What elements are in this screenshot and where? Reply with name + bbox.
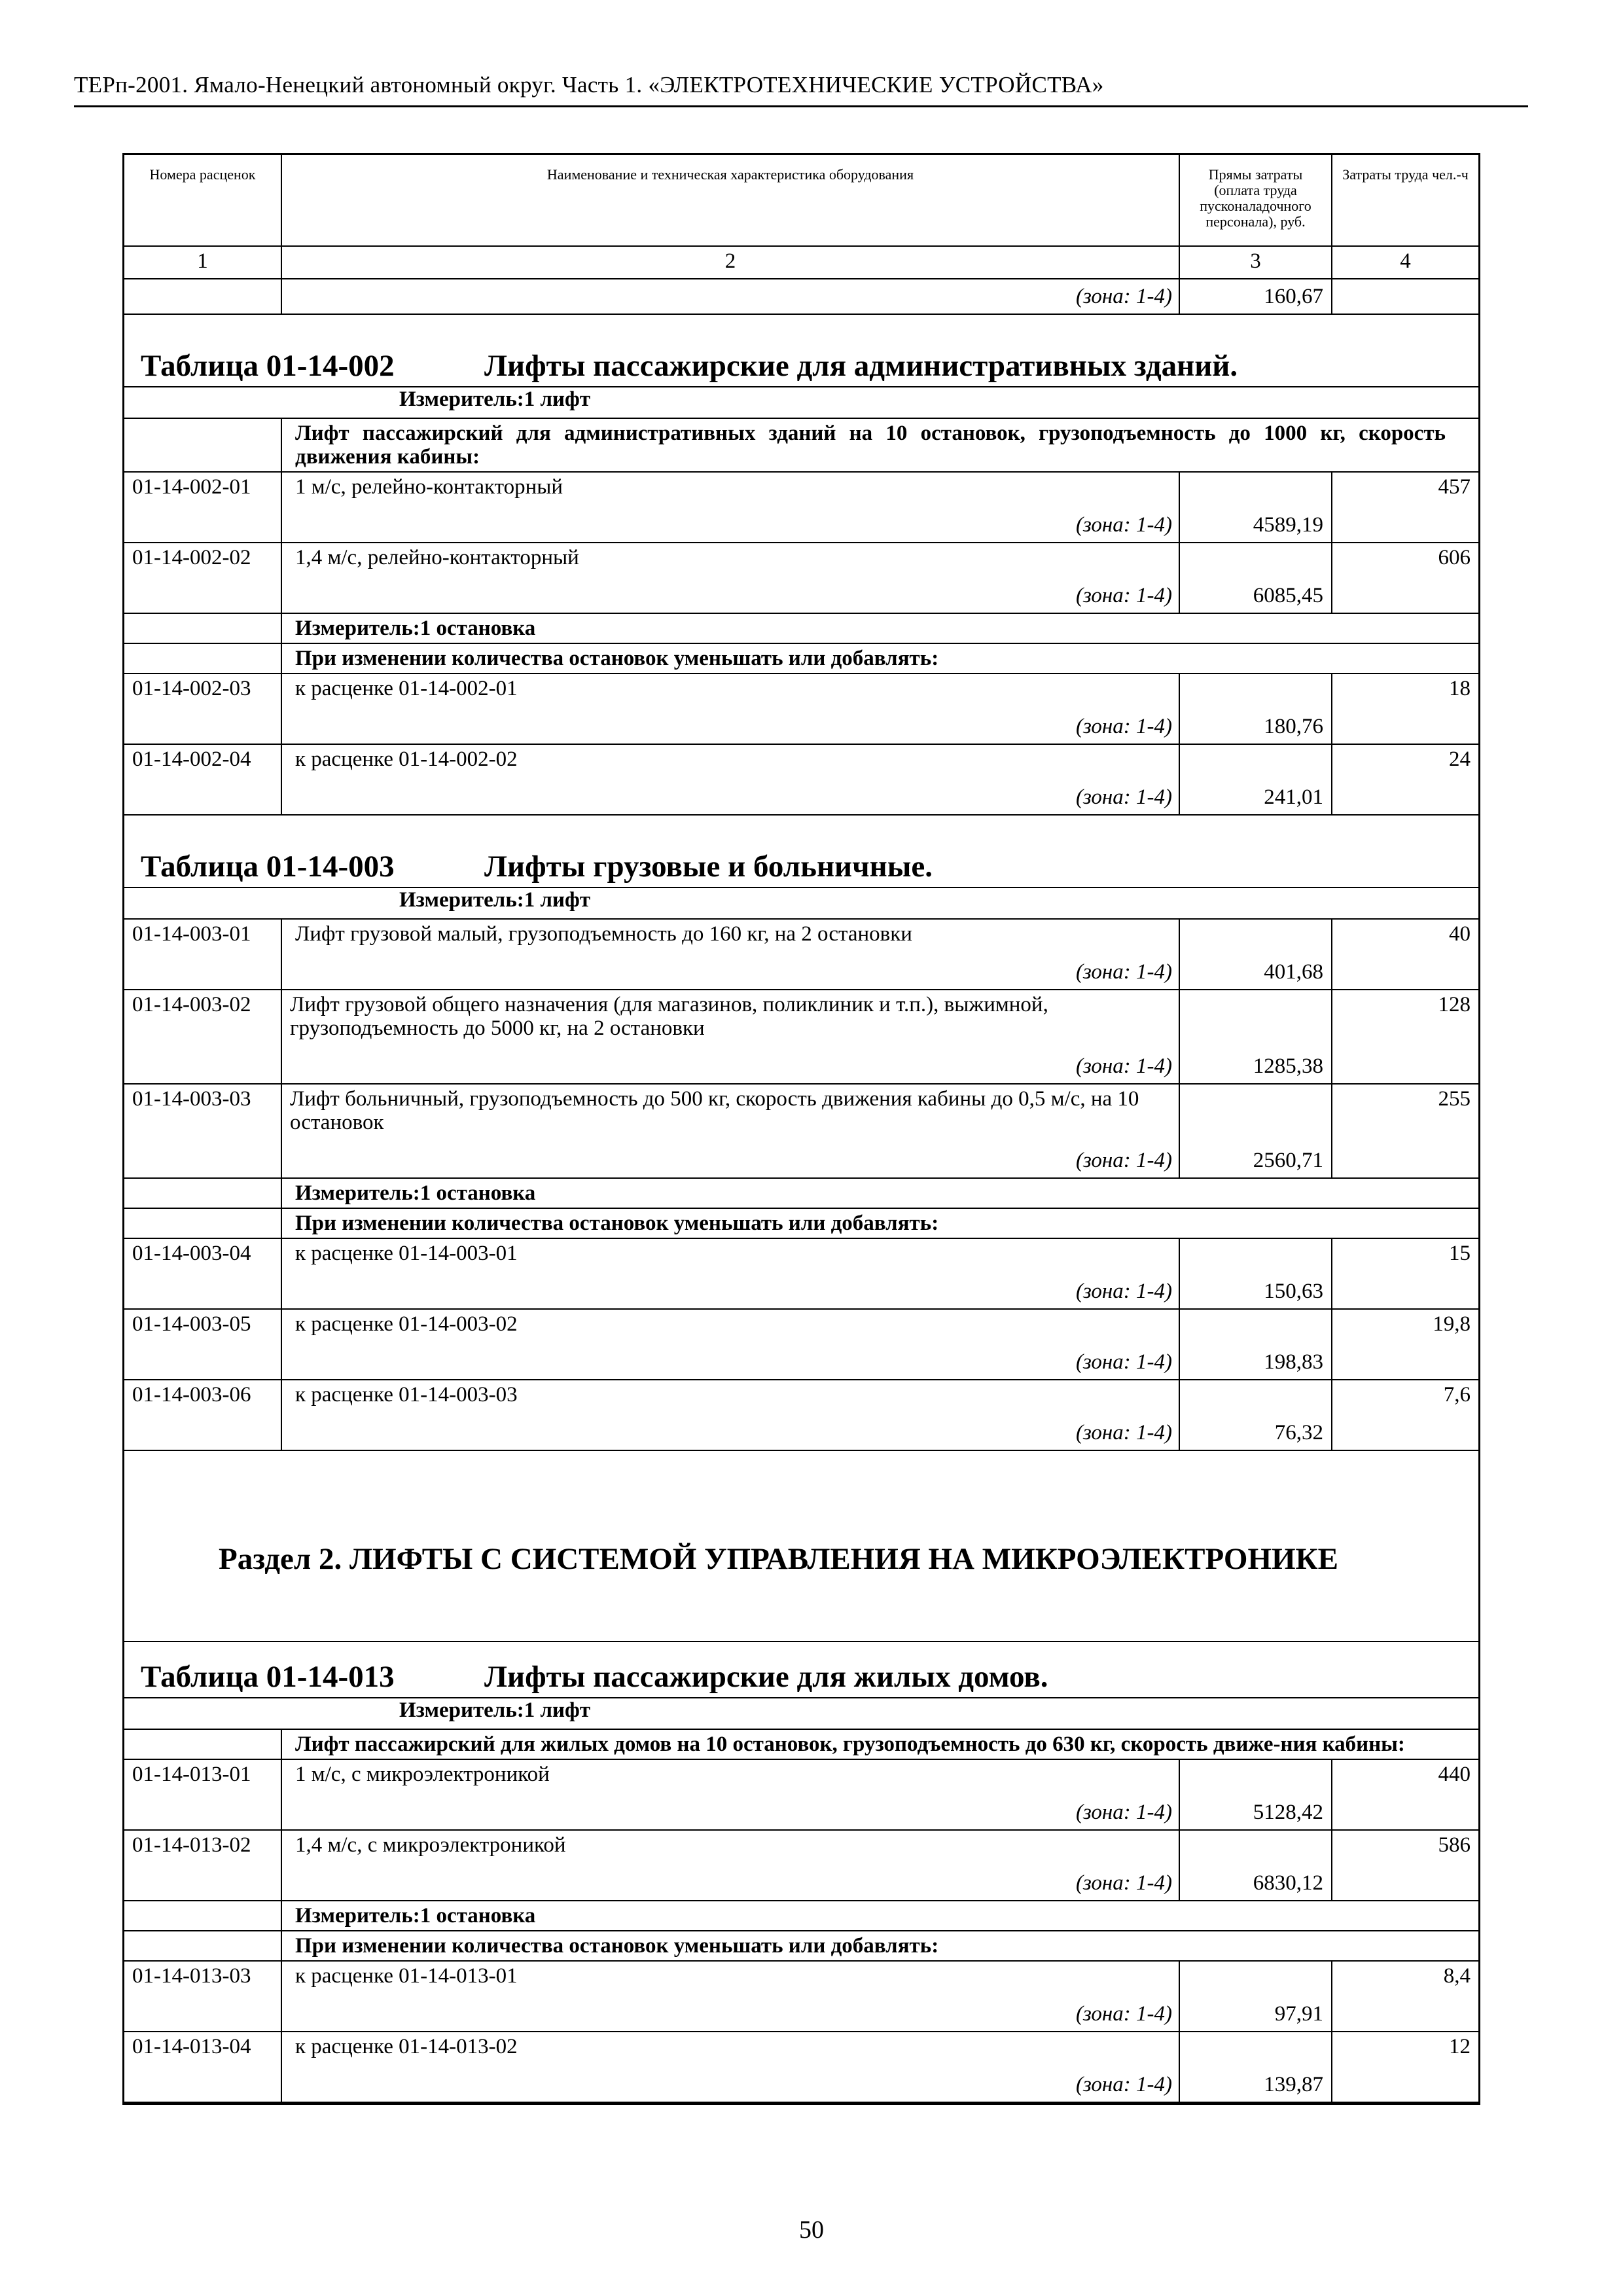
labor-value: 24 (1332, 744, 1478, 815)
rate-code: 01-14-002-02 (124, 543, 281, 613)
labor-value: 128 (1332, 990, 1478, 1084)
rate-name: к расценке 01-14-013-01 (295, 1964, 518, 1988)
section-title: Раздел 2. ЛИФТЫ С СИСТЕМОЙ УПРАВЛЕНИЯ НА МИКРОЭЛЕКТРОНИКЕ (124, 1450, 1478, 1641)
labor-value: 18 (1332, 673, 1478, 744)
col-number: 2 (281, 246, 1179, 279)
price-value: 97,91 (1179, 1961, 1332, 2032)
price-value: 180,76 (1179, 673, 1332, 744)
carry-over-row (124, 279, 1478, 314)
zone-label: (зона: 1-4) (1075, 1801, 1172, 1824)
measure-label: Измеритель:1 лифт (399, 387, 591, 411)
measure-row (124, 888, 1478, 919)
zone-label: (зона: 1-4) (1075, 513, 1172, 537)
table-row (124, 1961, 1478, 2032)
labor-value: 12 (1332, 2032, 1478, 2102)
rate-name: 1,4 м/с, с микроэлектроникой (295, 1833, 566, 1857)
measure-row (124, 1178, 1478, 1208)
rate-code: 01-14-003-02 (124, 990, 281, 1084)
rate-name: к расценке 01-14-003-01 (295, 1242, 518, 1265)
table-row (124, 1380, 1478, 1450)
price-value: 160,67 (1179, 279, 1332, 314)
measure-row (124, 613, 1478, 643)
table-row (124, 919, 1478, 990)
table-row (124, 2032, 1478, 2102)
labor-value: 7,6 (1332, 1380, 1478, 1450)
rate-name: Лифт больничный, грузоподъемность до 500 кг, скорость движения кабины до 0,5 м/с, на 10 остановок (290, 1087, 1139, 1134)
table-title-row (124, 314, 1478, 387)
price-value: 241,01 (1179, 744, 1332, 815)
measure-label: Измеритель:1 лифт (399, 1698, 591, 1722)
subheading-row (124, 1729, 1478, 1759)
rate-code: 01-14-003-03 (124, 1084, 281, 1178)
price-value: 1285,38 (1179, 990, 1332, 1084)
measure-label: Измеритель:1 остановка (281, 1901, 1478, 1931)
rate-name: к расценке 01-14-013-02 (295, 2035, 518, 2058)
rate-code: 01-14-003-05 (124, 1309, 281, 1380)
subheading-row (124, 643, 1478, 673)
table-row (124, 990, 1478, 1084)
subheading: При изменении количества остановок уменьшать или добавлять: (281, 1931, 1478, 1961)
section-heading-row (124, 1450, 1478, 1641)
measure-row (124, 1698, 1478, 1729)
table-row (124, 472, 1478, 543)
rate-code: 01-14-013-01 (124, 1759, 281, 1830)
rate-name: к расценке 01-14-003-03 (295, 1383, 518, 1407)
labor-value: 586 (1332, 1830, 1478, 1901)
table-code: Таблица 01-14-013 (141, 1660, 395, 1694)
labor-value: 19,8 (1332, 1309, 1478, 1380)
rate-name: Лифт грузовой малый, грузоподъемность до 160 кг, на 2 остановки (295, 922, 912, 946)
table-row (124, 673, 1478, 744)
header-rule (74, 105, 1528, 107)
zone-label: (зона: 1-4) (1075, 1149, 1172, 1172)
zone-label: (зона: 1-4) (1075, 2073, 1172, 2096)
price-value: 2560,71 (1179, 1084, 1332, 1178)
price-table (122, 153, 1480, 2105)
zone-label: (зона: 1-4) (1075, 584, 1172, 607)
col-header-labor: Затраты труда чел.-ч (1332, 155, 1478, 246)
labor-value: 457 (1332, 472, 1478, 543)
zone-label: (зона: 1-4) (1075, 1421, 1172, 1444)
rate-name: к расценке 01-14-002-02 (295, 747, 518, 771)
labor-value: 440 (1332, 1759, 1478, 1830)
col-number: 1 (124, 246, 281, 279)
zone-label: (зона: 1-4) (1075, 1280, 1172, 1303)
rate-name: 1 м/с, с микроэлектроникой (295, 1763, 550, 1786)
zone-label: (зона: 1-4) (281, 279, 1179, 314)
zone-label: (зона: 1-4) (1075, 960, 1172, 984)
measure-label: Измеритель:1 остановка (281, 613, 1478, 643)
measure-row (124, 387, 1478, 418)
table-title: Лифты пассажирские для жилых домов. (484, 1660, 1048, 1694)
zone-label: (зона: 1-4) (1075, 715, 1172, 738)
subheading: При изменении количества остановок уменьшать или добавлять: (281, 643, 1478, 673)
zone-label: (зона: 1-4) (1075, 1871, 1172, 1895)
col-number: 4 (1332, 246, 1478, 279)
table-row (124, 1309, 1478, 1380)
subheading: При изменении количества остановок уменьшать или добавлять: (281, 1208, 1478, 1238)
rate-code: 01-14-003-01 (124, 919, 281, 990)
rate-code: 01-14-002-01 (124, 472, 281, 543)
price-value: 6830,12 (1179, 1830, 1332, 1901)
col-number: 3 (1179, 246, 1332, 279)
rate-code: 01-14-002-03 (124, 673, 281, 744)
zone-label: (зона: 1-4) (1075, 785, 1172, 809)
price-value: 401,68 (1179, 919, 1332, 990)
table-row (124, 1238, 1478, 1309)
price-value: 139,87 (1179, 2032, 1332, 2102)
table-row (124, 543, 1478, 613)
page-number: 50 (799, 2216, 824, 2244)
price-value: 4589,19 (1179, 472, 1332, 543)
labor-value: 606 (1332, 543, 1478, 613)
zone-label: (зона: 1-4) (1075, 1350, 1172, 1374)
rate-code: 01-14-003-06 (124, 1380, 281, 1450)
table-title-row (124, 815, 1478, 888)
column-header-row (124, 155, 1478, 246)
price-value: 5128,42 (1179, 1759, 1332, 1830)
rate-code: 01-14-013-03 (124, 1961, 281, 2032)
col-header-codes: Номера расценок (124, 155, 281, 246)
table-row (124, 1759, 1478, 1830)
labor-value: 255 (1332, 1084, 1478, 1178)
table-code: Таблица 01-14-002 (141, 349, 395, 383)
rate-name: 1 м/с, релейно-контакторный (295, 475, 563, 499)
rate-code: 01-14-013-02 (124, 1830, 281, 1901)
col-header-name: Наименование и техническая характеристика оборудования (281, 155, 1179, 246)
table-code: Таблица 01-14-003 (141, 850, 395, 884)
measure-label: Измеритель:1 лифт (399, 888, 591, 912)
subheading: Лифт пассажирский для административных зданий на 10 остановок, грузоподъемность до 1000 кг, скорость движения кабины: (281, 418, 1478, 472)
rate-name: к расценке 01-14-003-02 (295, 1312, 518, 1336)
zone-label: (зона: 1-4) (1075, 2002, 1172, 2026)
labor-value: 40 (1332, 919, 1478, 990)
subheading-row (124, 1931, 1478, 1961)
measure-row (124, 1901, 1478, 1931)
labor-value: 15 (1332, 1238, 1478, 1309)
col-header-direct-costs: Прямы затраты (оплата труда пусконаладочного персонала), руб. (1179, 155, 1332, 246)
price-value: 76,32 (1179, 1380, 1332, 1450)
rate-code: 01-14-013-04 (124, 2032, 281, 2102)
price-value: 198,83 (1179, 1309, 1332, 1380)
table-title: Лифты пассажирские для административных зданий. (484, 349, 1238, 383)
rate-name: 1,4 м/с, релейно-контакторный (295, 546, 579, 569)
table-row (124, 1830, 1478, 1901)
table-title: Лифты грузовые и больничные. (484, 850, 933, 884)
rate-name: Лифт грузовой общего назначения (для магазинов, поликлиник и т.п.), выжимной, грузоподъемность до 5000 кг, на 2 остановки (290, 993, 1048, 1040)
running-header: ТЕРп-2001. Ямало-Ненецкий автономный округ. Часть 1. «ЭЛЕКТРОТЕХНИЧЕСКИЕ УСТРОЙСТВА» (74, 72, 1104, 98)
price-value: 150,63 (1179, 1238, 1332, 1309)
rate-code: 01-14-002-04 (124, 744, 281, 815)
subheading: Лифт пассажирский для жилых домов на 10 остановок, грузоподъемность до 630 кг, скорость движе-ния кабины: (281, 1729, 1478, 1759)
table-row (124, 1084, 1478, 1178)
column-number-row (124, 246, 1478, 279)
price-value: 6085,45 (1179, 543, 1332, 613)
measure-label: Измеритель:1 остановка (281, 1178, 1478, 1208)
table-row (124, 744, 1478, 815)
subheading-row (124, 418, 1478, 472)
subheading-row (124, 1208, 1478, 1238)
table-title-row (124, 1641, 1478, 1698)
rate-code: 01-14-003-04 (124, 1238, 281, 1309)
rate-name: к расценке 01-14-002-01 (295, 677, 518, 700)
zone-label: (зона: 1-4) (1075, 1054, 1172, 1078)
labor-value: 8,4 (1332, 1961, 1478, 2032)
